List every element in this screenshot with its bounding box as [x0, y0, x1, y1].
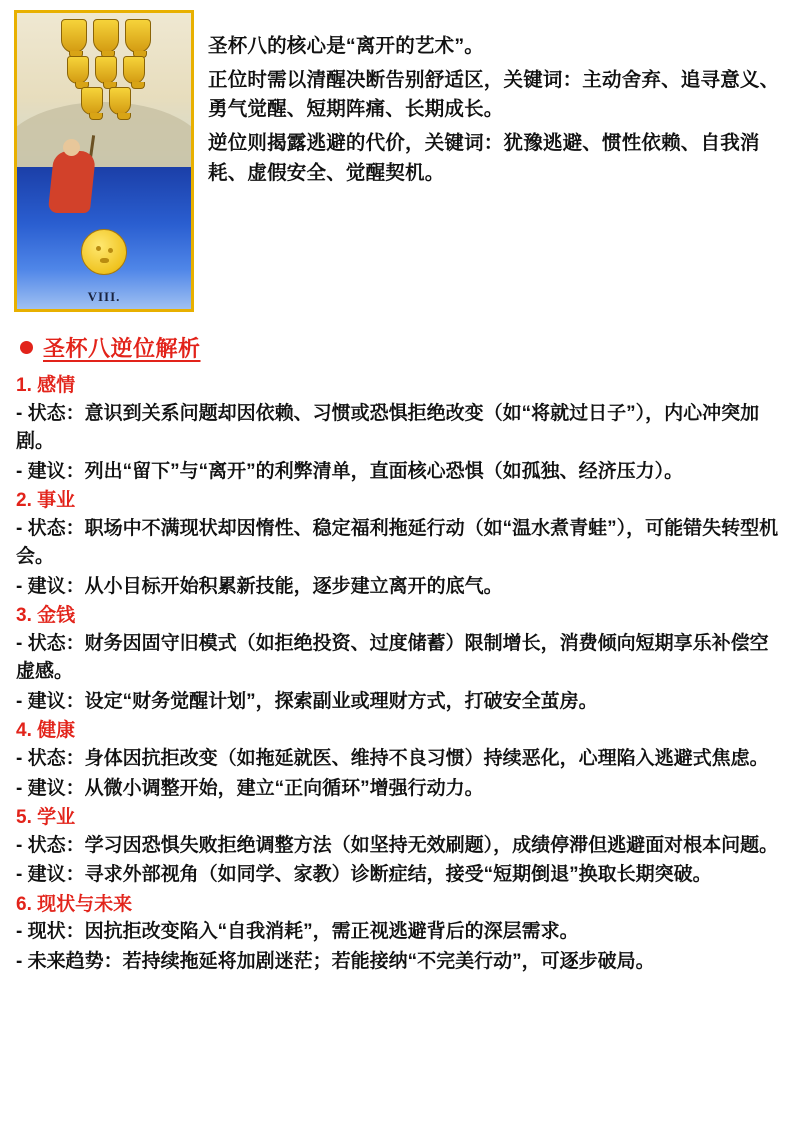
section-item-money — [14, 603, 786, 716]
cup-icon — [125, 19, 151, 53]
section-item-heading: 4. 健康 — [16, 720, 76, 742]
bullet-icon — [20, 341, 33, 354]
section-item-line: - 状态：意识到关系问题却因依赖、习惯或恐惧拒绝改变（如“将就过日子”），内心冲突加剧。 — [16, 402, 760, 453]
section-item-line: - 状态：财务因固守旧模式（如拒绝投资、过度储蓄）限制增长，消费倾向短期享乐补偿空虚感。 — [16, 632, 769, 683]
intro-line-2: 正位时需以清醒决断告别舒适区，关键词：主动舍弃、追寻意义、勇气觉醒、短期阵痛、长期成长。 — [208, 68, 780, 121]
cup-icon — [95, 56, 117, 84]
section-item-heading: 5. 学业 — [16, 807, 76, 829]
section-item-heading: 3. 金钱 — [16, 605, 76, 627]
section-item-line: - 状态：身体因抗拒改变（如拖延就医、维持不良习惯）持续恶化，心理陷入逃避式焦虑。 — [16, 748, 769, 770]
section-item-line: - 状态：学习因恐惧失败拒绝调整方法（如坚持无效刷题），成绩停滞但逃避面对根本问题。 — [16, 834, 779, 856]
card-cups-group — [31, 19, 181, 118]
cup-icon — [109, 87, 131, 115]
intro-line-1: 圣杯八的核心是“离开的艺术”。 — [208, 35, 485, 57]
section-item-line: - 建议：设定“财务觉醒计划”，探索副业或理财方式，打破安全茧房。 — [16, 690, 598, 712]
cup-icon — [67, 56, 89, 84]
cloak-shape — [48, 151, 97, 213]
section-heading — [20, 332, 786, 363]
cup-icon — [93, 19, 119, 53]
intro-line-3: 逆位则揭露逃避的代价，关键词：犹豫逃避、惯性依赖、自我消耗、虚假安全、觉醒契机。 — [208, 131, 760, 184]
section-item-line: - 状态：职场中不满现状却因惰性、稳定福利拖延行动（如“温水煮青蛙”），可能错失转型机会。 — [16, 517, 779, 568]
card-figure — [51, 139, 93, 213]
section-item-health — [14, 718, 786, 803]
section-item-line: - 建议：寻求外部视角（如同学、家教）诊断症结，接受“短期倒退”换取长期突破。 — [16, 864, 712, 886]
section-item-heading: 6. 现状与未来 — [16, 893, 133, 915]
section-item-line: - 未来趋势：若持续拖延将加剧迷茫；若能接纳“不完美行动”，可逐步破局。 — [16, 950, 655, 972]
cup-row-bottom — [31, 87, 181, 115]
section-item-love — [14, 373, 786, 486]
header-block — [14, 10, 786, 312]
section-item-career — [14, 488, 786, 601]
cup-icon — [81, 87, 103, 115]
card-numeral: VIII. — [87, 289, 121, 304]
section-title: 圣杯八逆位解析 — [43, 336, 201, 361]
section-item-line: - 建议：列出“留下”与“离开”的利弊清单，直面核心恐惧（如孤独、经济压力）。 — [16, 460, 684, 482]
intro-text — [208, 10, 786, 192]
cup-row-top — [31, 19, 181, 53]
section-item-heading: 2. 事业 — [16, 490, 76, 512]
head-shape — [63, 139, 80, 156]
section-item-line: - 现状：因抗拒改变陷入“自我消耗”，需正视逃避背后的深层需求。 — [16, 921, 579, 943]
section-item-line: - 建议：从小目标开始积累新技能，逐步建立离开的底气。 — [16, 575, 503, 597]
section-item-present-future — [14, 892, 786, 977]
cup-icon — [61, 19, 87, 53]
sections-list — [14, 373, 786, 976]
tarot-card-image — [14, 10, 194, 312]
section-item-heading: 1. 感情 — [16, 375, 76, 396]
moon-icon — [81, 229, 127, 275]
cup-row-middle — [31, 56, 181, 84]
cup-icon — [123, 56, 145, 84]
section-item-study — [14, 805, 786, 890]
section-item-line: - 建议：从微小调整开始，建立“正向循环”增强行动力。 — [16, 777, 484, 799]
